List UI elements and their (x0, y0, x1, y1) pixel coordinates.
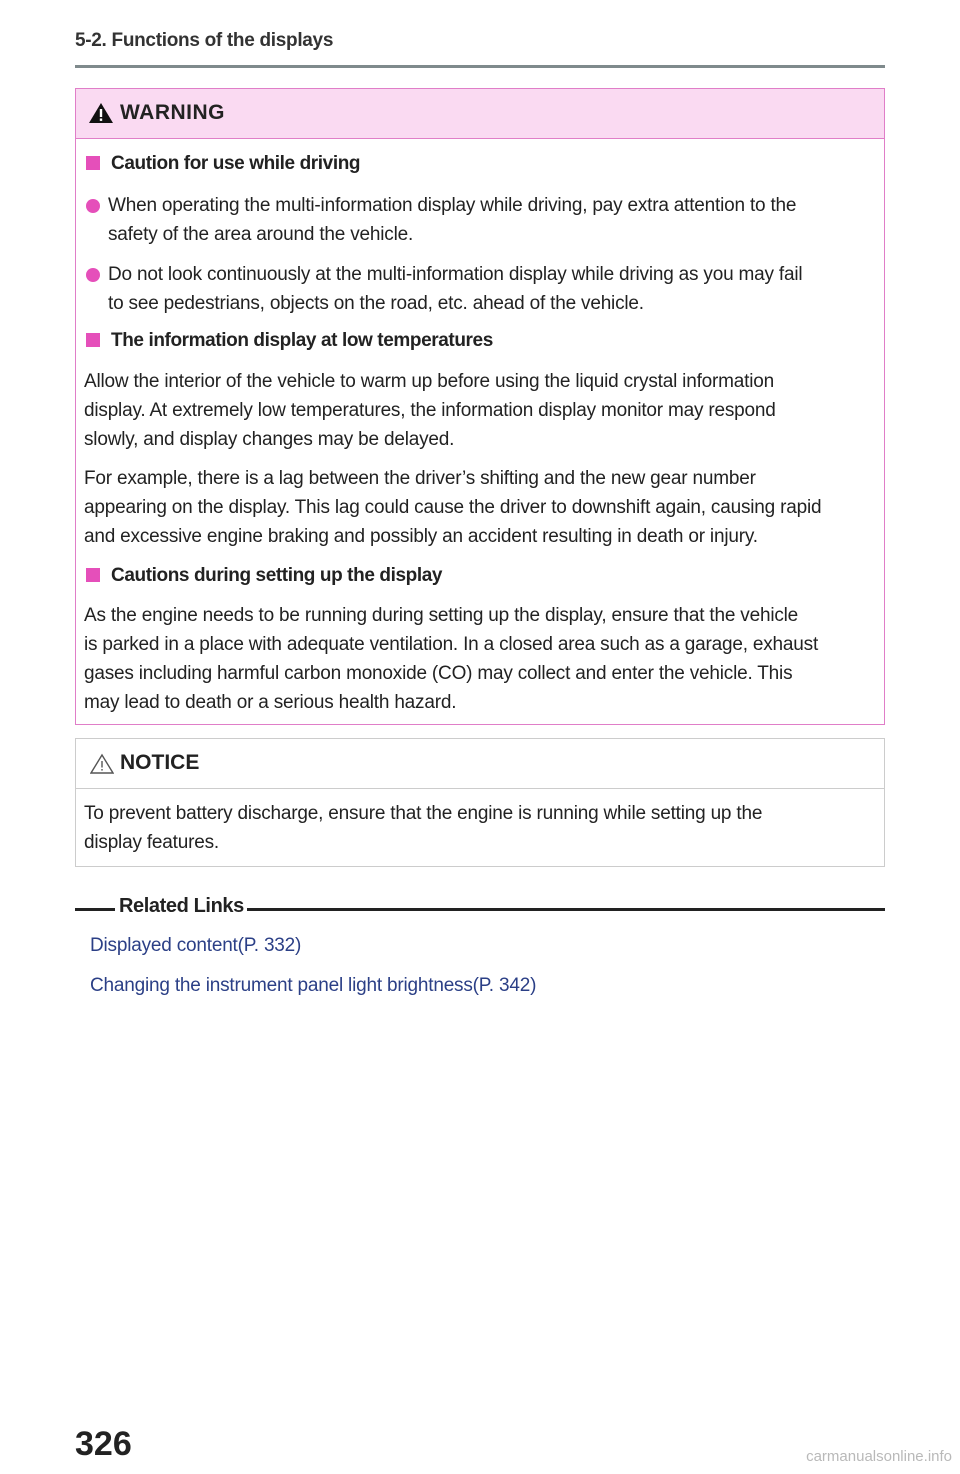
notice-box (75, 738, 885, 867)
section-title: 5-2. Functions of the displays (75, 30, 334, 51)
warning-section-heading: Cautions during setting up the display (76, 561, 884, 590)
divider (75, 908, 115, 911)
divider (247, 908, 885, 911)
warning-label: WARNING (120, 101, 225, 124)
warning-triangle-icon (88, 101, 114, 125)
warning-paragraph: For example, there is a lag between the driver’s shifting and the new gear number appearing on the display. This lag could cause the driver to downshift again, causing rapid and excessive engine braking and possibly an accident resulting in death or injury. (84, 468, 822, 547)
warning-box: WARNING Caution for use while driving When operating the multi-information display while driving, pay extra attention to the safety of the area around the vehicle. Do not look continuously at the multi-information display while driving as you may fail to see pedestrians, objects on the road, etc. ahead of the vehicle. The information display at low temperatures Allow the interior of the vehicle to warm up before using the liquid crystal information display. At extremely low temperatures, the information display monitor may respond slowly, and display changes may be delayed. For example, there is a lag between the driver’s shifting and the new gear number appearing on the display. This lag could cause the driver to downshift again, causing rapid and excessive engine braking and possibly an accident resulting in death or injury. Cautions during setting up the display As the engine needs to be running during setting up the display, ensure that the vehicle is parked in a place with adequate ventilation. In a closed area such as a garage, exhaust gases including harmful carbon monoxide (CO) may collect and enter the vehicle. This may lead to death or a serious health hazard. (75, 88, 885, 725)
link-instrument-panel-brightness[interactable]: Changing the instrument panel light brightness(P. 342) (90, 975, 537, 996)
header-rule (75, 65, 885, 68)
page-number: 326 (75, 1425, 132, 1463)
round-bullet-icon (86, 268, 100, 282)
caution-triangle-icon (90, 753, 114, 775)
page-header (75, 30, 885, 52)
square-bullet-icon (86, 156, 100, 170)
link-displayed-content[interactable]: Displayed content(P. 332) (90, 935, 302, 956)
notice-text: To prevent battery discharge, ensure that the engine is running while setting up the display features. (84, 803, 763, 853)
warning-section-heading: The information display at low temperatures (76, 326, 884, 355)
warning-paragraph: Allow the interior of the vehicle to warm up before using the liquid crystal information display. At extremely low temperatures, the information display monitor may respond slowly, and display changes may be delayed. (84, 371, 776, 450)
related-links-title: Related Links (119, 895, 244, 917)
warning-paragraph: As the engine needs to be running during setting up the display, ensure that the vehicle is parked in a place with adequate ventilation. In a closed area such as a garage, exhaust gases including harmful carbon monoxide (CO) may collect and enter the vehicle. This may lead to death or a serious health hazard. (84, 605, 819, 713)
round-bullet-icon (86, 199, 100, 213)
warning-section-heading: Caution for use while driving (76, 149, 884, 178)
watermark: carmanualsonline.info (806, 1448, 952, 1465)
square-bullet-icon (86, 568, 100, 582)
warning-header (76, 89, 884, 139)
related-links-heading (75, 895, 885, 925)
square-bullet-icon (86, 333, 100, 347)
notice-label: NOTICE (120, 751, 200, 774)
notice-header (76, 739, 884, 789)
